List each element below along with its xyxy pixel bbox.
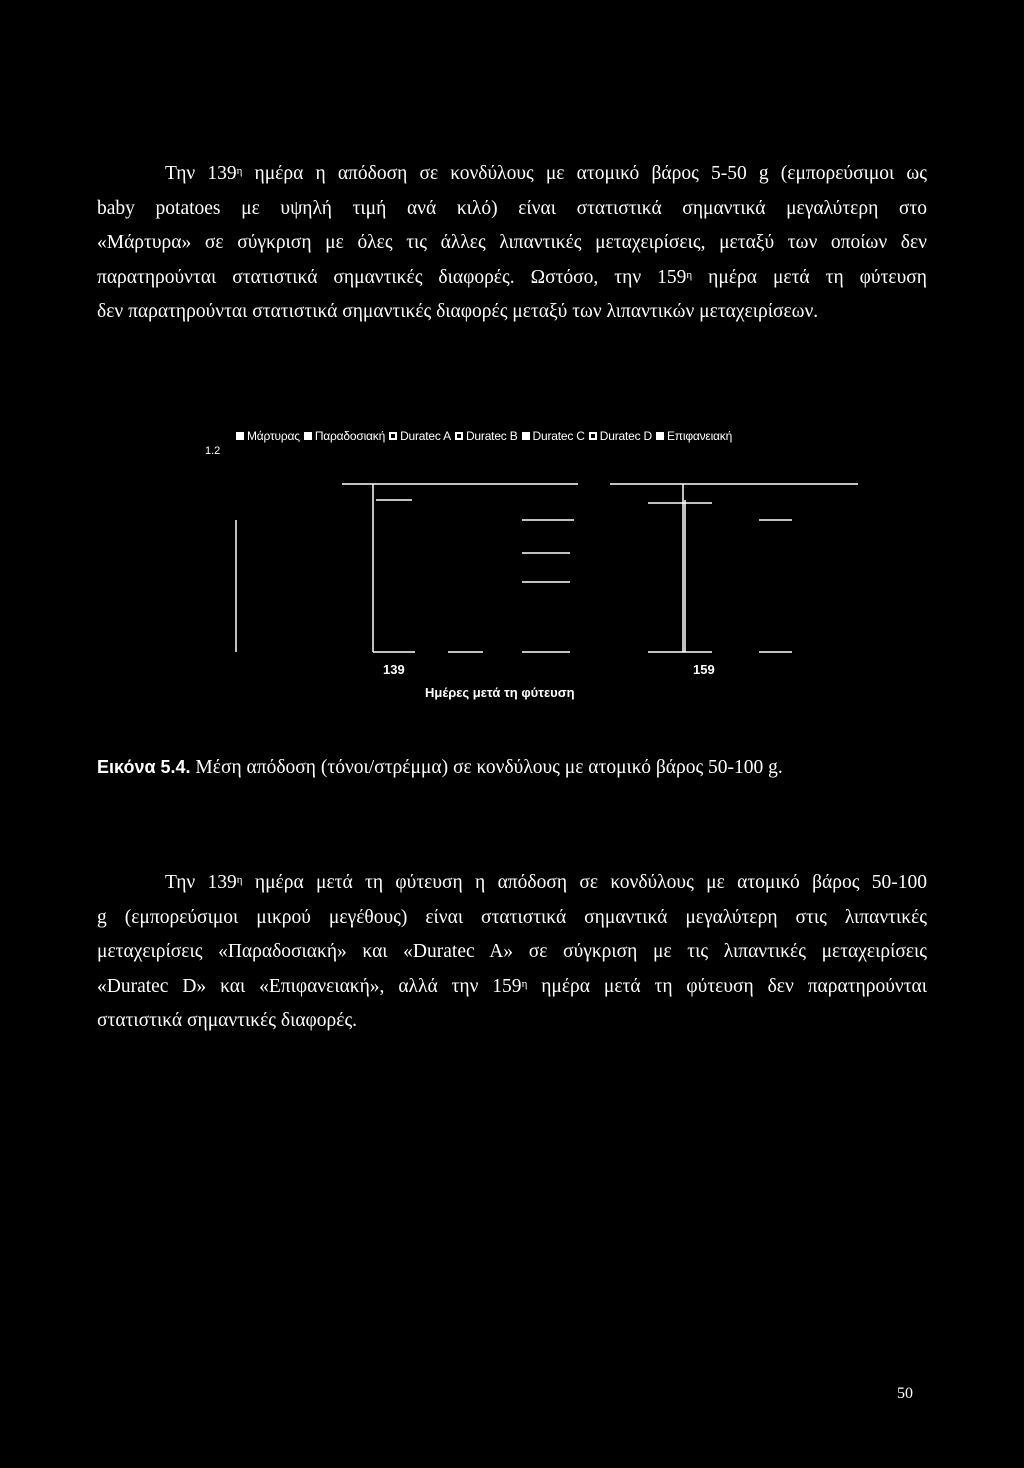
paragraph-line: «Μάρτυρα» σε σύγκριση με όλες τις άλλες λιπαντικές μεταχειρίσεις, μεταξύ των οποίων δεν [97, 232, 927, 253]
chart-lines [236, 484, 858, 652]
paragraph-line: Την $139^\eta$ ημέρα μετά τη φύτευση η απόδοση σε κονδύλους με ατομικό βάρος 50-100 [165, 872, 927, 893]
page-number: 50 [897, 1385, 913, 1402]
legend-label: Duratec A [400, 429, 451, 443]
paragraph-line: Την $139^\eta$ ημέρα η απόδοση σε κονδύλους με ατομικό βάρος 5-50 g (εμπορεύσιμοι ως [165, 163, 927, 184]
bar-chart [0, 0, 1024, 720]
paragraph-line: g (εμπορεύσιμοι μικρού μεγέθους) είναι στατιστικά σημαντικά μεγαλύτερη στις λιπαντικές [97, 906, 927, 928]
paragraph-line: «Duratec D» και «Επιφανειακή», αλλά την $159^\eta$ ημέρα μετά τη φύτευση δεν παρατηρούνται [97, 975, 927, 997]
paragraph-discussion [97, 866, 927, 1039]
y-tick-label: 1.2 [205, 445, 221, 457]
legend-label: Duratec D [599, 429, 652, 443]
legend-label: Επιφανειακή [666, 429, 733, 443]
paragraph-line: παρατηρούνται στατιστικά σημαντικές διαφορές. Ωστόσο, την $159^\eta$ ημέρα μετά τη φύτευση [97, 266, 927, 288]
legend-label: Duratec C [532, 429, 585, 443]
paragraph-line: baby potatoes με υψηλή τιμή ανά κιλό) είναι στατιστικά σημαντικά μεγαλύτερη στο [97, 197, 927, 219]
figure-caption [97, 757, 783, 779]
x-tick-label-139: 139 [383, 662, 405, 677]
paragraph-line: μεταχειρίσεις «Παραδοσιακή» και «Duratec A» σε σύγκριση με τις λιπαντικές μεταχειρίσεις [97, 941, 927, 962]
legend-label: Duratec B [465, 429, 518, 443]
legend-label: Μάρτυρας [247, 429, 300, 443]
x-axis-label: Ημέρες μετά τη φύτευση [425, 685, 575, 700]
figure-label: Εικόνα 5.4. [97, 757, 191, 777]
figure-caption-text: Μέση απόδοση (τόνοι/στρέμμα) σε κονδύλους με ατομικό βάρος 50-100 g. [190, 757, 783, 778]
legend-label: Παραδοσιακή [314, 429, 386, 443]
paragraph-line: δεν παρατηρούνται στατιστικά σημαντικές διαφορές μεταξύ των λιπαντικών μεταχειρίσεων. [97, 301, 819, 322]
paragraph-line: στατιστικά σημαντικές διαφορές. [97, 1010, 358, 1031]
x-tick-label-159: 159 [693, 662, 715, 677]
